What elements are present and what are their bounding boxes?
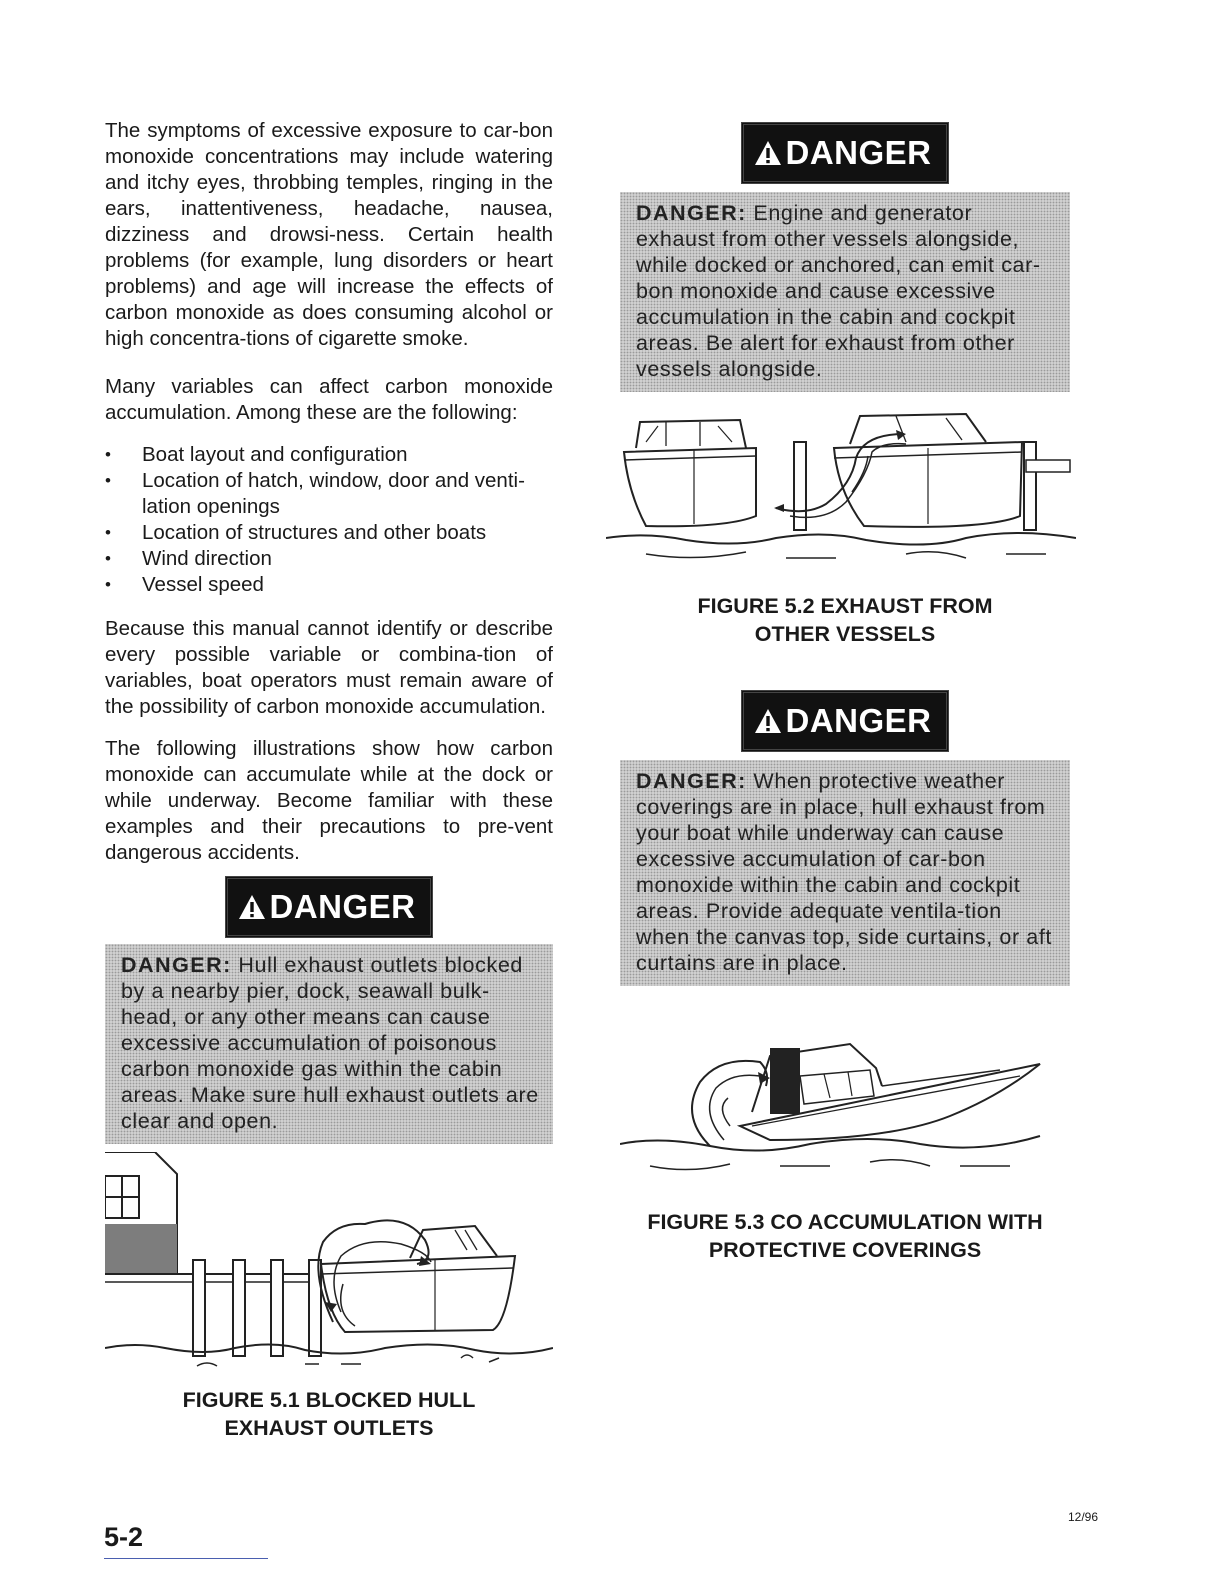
danger-badge-wrapper [620,122,1070,184]
figure-5-2-caption-line1: FIGURE 5.2 EXHAUST FROM [697,594,993,618]
building-shadow [105,1224,177,1274]
figure-5-3-caption-line1: FIGURE 5.3 CO ACCUMULATION WITH [647,1210,1043,1234]
figure-5-3-caption-line2: PROTECTIVE COVERINGS [708,1238,982,1262]
danger-badge-label: DANGER [785,134,932,171]
list-item: • Boat layout and configuration [105,442,553,468]
danger-badge [741,690,948,752]
dock-piling [193,1260,205,1356]
warning-triangle-icon [238,893,266,921]
danger-box-hull [105,944,553,1144]
right-boat-cabin [850,414,986,444]
danger-lead: DANGER: [636,201,747,225]
list-item: • Location of hatch, window, door and venti-lation openings [105,468,553,520]
dock-piling [233,1260,245,1356]
warning-triangle-icon [754,707,782,735]
list-item: • Location of structures and other boats [105,520,553,546]
variables-list [105,442,553,598]
boat-hull [321,1256,515,1332]
side-curtain [800,1070,874,1104]
dock-piling [1024,442,1036,530]
right-column [620,118,1070,1264]
figure-5-2-illustration [606,412,1076,572]
aft-curtain [770,1048,800,1114]
figure-5-1-illustration [105,1152,553,1372]
water-line [105,1344,553,1353]
figure-5-1-caption-line1: FIGURE 5.1 BLOCKED HULL [182,1388,476,1412]
footer-rule [104,1558,268,1559]
figure-5-2-caption-line2: OTHER VESSELS [754,622,936,646]
left-column [105,118,553,1442]
danger-badge-label: DANGER [785,702,932,739]
dock-piling [271,1260,283,1356]
danger-badge-label: DANGER [269,888,416,925]
danger-text: When protective weather coverings are in place, hull exhaust from your boat while underway can cause excessive accumulation of car-bon monoxide within the cabin and cockpit areas. Provide adequate ventila-tion when the canvas top, side curtains, or aft curtains are in place. [636,769,1052,975]
variables-intro: Many variables can affect carbon monoxide accumulation. Among these are the following: [105,375,553,424]
water-line [606,533,1076,545]
figure-5-1-caption-line2: EXHAUST OUTLETS [224,1416,434,1440]
symptoms-paragraph: The symptoms of excessive exposure to car-bon monoxide concentrations may include watering and itchy eyes, throbbing temples, ringing in the ears, inattentiveness, headache, nausea, dizziness and drowsi-ness. Certain health problems (for example, lung disorders or heart problems) and age will increase the effects of carbon monoxide as does consuming alcohol or high concentra-tions of cigarette smoke. [105,119,553,350]
danger-text: Hull exhaust outlets blocked by a nearby pier, dock, seawall bulk-head, or any other means can cause excessive accumulation of poisonous carbon monoxide gas within the cabin areas. Make sure hull exhaust outlets are clear and open. [121,953,539,1133]
page-number: 5-2 [104,1522,144,1552]
danger-lead: DANGER: [121,953,232,977]
danger-lead: DANGER: [636,769,747,793]
danger-box-protective-coverings [620,760,1070,986]
list-item: • Vessel speed [105,572,553,598]
danger-badge [225,876,432,938]
figure-5-3-illustration [620,1016,1070,1186]
danger-badge-wrapper [105,876,553,938]
awareness-paragraph: Because this manual cannot identify or describe every possible variable or combina-tion of variables, boat operators must remain aware of the possibility of carbon monoxide accumulation. [105,617,553,718]
illustrations-paragraph: The following illustrations show how carbon monoxide can accumulate while at the dock or while underway. Become familiar with these examples and their precautions to pre-vent dangerous accidents. [105,737,553,864]
revision-date: 12/96 [1068,1510,1099,1524]
danger-badge [741,122,948,184]
danger-text: Engine and generator exhaust from other vessels alongside, while docked or anchored, can emit car-bon monoxide and cause excessive accumulation in the cabin and cockpit areas. Be alert for exhaust from other vessels alongside. [636,201,1041,381]
danger-badge-wrapper [620,690,1070,752]
list-item: • Wind direction [105,546,553,572]
warning-triangle-icon [754,139,782,167]
danger-box-other-vessels [620,192,1070,392]
